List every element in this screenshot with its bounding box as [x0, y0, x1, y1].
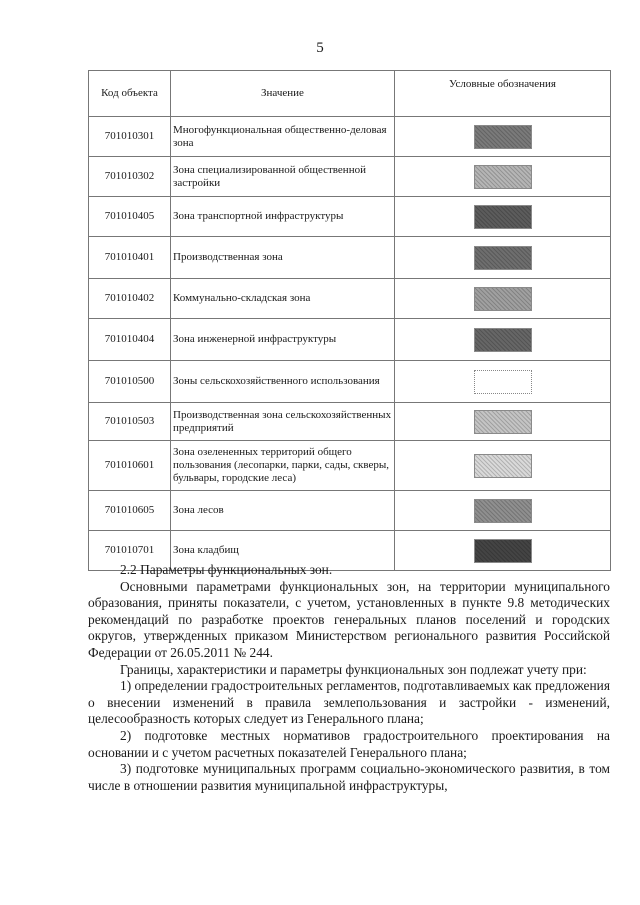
zone-legend-cell — [395, 117, 611, 157]
section-heading: 2.2 Параметры функциональных зон. — [120, 562, 333, 577]
table-body — [89, 117, 611, 571]
page-number: 5 — [316, 40, 324, 56]
table-row — [89, 491, 611, 531]
zone-legend-swatch — [474, 165, 532, 189]
zone-name: Многофункциональная общественно-деловая зона — [171, 117, 395, 157]
zone-name: Зона инженерной инфраструктуры — [171, 319, 395, 361]
table-row — [89, 403, 611, 441]
zone-code: 701010500 — [89, 361, 171, 403]
zone-legend-swatch — [474, 205, 532, 229]
table-row — [89, 319, 611, 361]
zone-name: Зоны сельскохозяйственного использования — [171, 361, 395, 403]
zone-legend-cell — [395, 197, 611, 237]
zone-name: Производственная зона сельскохозяйственных предприятий — [171, 403, 395, 441]
zone-legend-swatch — [474, 246, 532, 270]
zone-legend-cell — [395, 491, 611, 531]
table-row — [89, 279, 611, 319]
zone-name: Зона специализированной общественной застройки — [171, 157, 395, 197]
zone-code: 701010301 — [89, 117, 171, 157]
zone-legend-swatch — [474, 539, 532, 563]
zone-legend-swatch — [474, 125, 532, 149]
zone-code: 701010605 — [89, 491, 171, 531]
paragraph-2: Границы, характеристики и параметры функциональных зон подлежат учету при: — [120, 661, 587, 677]
header-legend: Условные обозначения — [395, 71, 611, 117]
zone-legend-cell — [395, 361, 611, 403]
zone-legend-swatch — [474, 499, 532, 523]
paragraph-1: Основными параметрами функциональных зон, на территории муниципального образования, приняты показатели, с учетом, установленных в пункте 9.8 методических рекомендаций по разработке проектов генеральных планов поселений и городских округов, утвержденных приказом Министерством регионального развития Российской Федерации от 26.05.2011 № 244. — [88, 578, 610, 660]
table-row — [89, 441, 611, 491]
header-value: Значение — [171, 71, 395, 117]
zone-code: 701010302 — [89, 157, 171, 197]
zone-name: Производственная зона — [171, 237, 395, 279]
zone-legend-swatch — [474, 410, 532, 434]
zone-legend-cell — [395, 237, 611, 279]
zone-code: 701010701 — [89, 531, 171, 571]
zone-name: Зона транспортной инфраструктуры — [171, 197, 395, 237]
body-text — [88, 562, 610, 794]
zone-code: 701010405 — [89, 197, 171, 237]
zone-code: 701010601 — [89, 441, 171, 491]
zone-legend-cell — [395, 319, 611, 361]
paragraph-3: 1) определении градостроительных регламентов, подготавливаемых как предложения о внесении изменений в правила землепользования и застройки - изменений, целесообразность которых следует из Генерального плана; — [88, 678, 610, 727]
paragraph-4: 2) подготовке местных нормативов градостроительного проектирования на основании и с учетом расчетных показателей Генерального плана; — [88, 727, 610, 760]
zone-code: 701010503 — [89, 403, 171, 441]
table-header-row — [89, 71, 611, 117]
zone-legend-swatch — [474, 287, 532, 311]
zone-name: Зона кладбищ — [171, 531, 395, 571]
zone-name: Зона озелененных территорий общего пользования (лесопарки, парки, сады, скверы, бульвары, городские леса) — [171, 441, 395, 491]
table-row — [89, 117, 611, 157]
table-row — [89, 361, 611, 403]
table-row — [89, 157, 611, 197]
zone-code: 701010404 — [89, 319, 171, 361]
header-code: Код объекта — [89, 71, 171, 117]
zone-legend-cell — [395, 441, 611, 491]
table-row — [89, 197, 611, 237]
paragraph-5: 3) подготовке муниципальных программ социально-экономического развития, в том числе в отношении развития муниципальной инфраструктуры, — [88, 761, 610, 793]
zone-legend-cell — [395, 279, 611, 319]
zone-name: Коммунально-складская зона — [171, 279, 395, 319]
table-row — [89, 237, 611, 279]
zone-code: 701010401 — [89, 237, 171, 279]
functional-zones-table — [88, 70, 611, 571]
zone-legend-swatch — [474, 454, 532, 478]
zone-legend-cell — [395, 403, 611, 441]
zone-code: 701010402 — [89, 279, 171, 319]
zone-legend-swatch — [474, 370, 532, 394]
zone-name: Зона лесов — [171, 491, 395, 531]
zone-legend-cell — [395, 157, 611, 197]
zone-legend-swatch — [474, 328, 532, 352]
